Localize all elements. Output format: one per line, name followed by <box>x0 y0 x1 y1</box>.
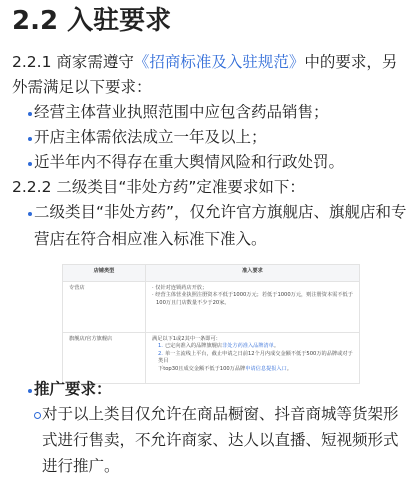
promo-text-line3: 进行推广。 <box>42 457 120 475</box>
table-header-requirements: 准入要求 <box>146 265 360 282</box>
table-cell-store-type: 专营店 <box>63 282 146 333</box>
list-item: 二级类目“非处方药”，仅允许官方旗舰店、旗舰店和专 <box>34 203 407 221</box>
bullet-dot-icon <box>28 212 32 216</box>
item-text: 单一主流线上平台，截止申请之日前12个月内成交金额不低于500万的品牌或对于类目 <box>158 350 353 365</box>
item-text-post: 。 <box>273 343 280 350</box>
standards-link[interactable]: 《招商标准及入驻规范》 <box>133 53 305 71</box>
section-2-2-1-text: 2.2.1 商家需遵守 <box>12 53 134 71</box>
table-header-store-type: 店铺类型 <box>63 265 146 282</box>
table-cell-requirements <box>146 282 360 333</box>
item-text: 下top30且成交金额不低于100万品牌 <box>158 365 246 372</box>
list-item: 经营主体营业执照范围中应包含药品销售； <box>34 103 329 121</box>
bullet-dot-icon <box>28 389 32 393</box>
table-row <box>63 282 360 333</box>
requirement-line: · 仅针对连锁药店开放； <box>152 285 208 291</box>
page-title: 2.2 入驻要求 <box>12 6 172 36</box>
table-header-row <box>63 265 360 282</box>
promo-text-line2: 式进行售卖，不允许商家、达人以直播、短视频形式 <box>42 431 399 449</box>
section-2-2-1-text-post: 中的要求，另 <box>304 53 398 71</box>
application-entry-link[interactable]: 申请信息提报入口 <box>245 365 287 372</box>
table-cell-requirements <box>146 333 360 384</box>
requirement-item <box>152 343 353 350</box>
table-row <box>63 333 360 384</box>
requirement-line: · 经营主体营业执照注册资本不低于1000万元；若低于1000万元，则注册资本需不低于 <box>152 292 353 299</box>
bullet-dot-icon <box>28 162 32 166</box>
section-2-2-1-line2: 外需满足以下要求： <box>12 78 152 96</box>
item-number: 1. <box>158 343 163 350</box>
list-item: 近半年内不得存在重大舆情风险和行政处罚。 <box>34 153 345 171</box>
section-2-2-1 <box>12 50 397 75</box>
requirement-item <box>152 351 353 366</box>
item-text: 已定向准入的品牌旗舰店 <box>164 343 223 350</box>
bullet-dot-icon <box>28 137 32 141</box>
section-2-2-2: 2.2.2 二级类目“非处方药”定准要求如下： <box>12 178 305 196</box>
promo-title: 推广要求： <box>34 380 112 398</box>
requirement-intro: 满足以下1或2其中一条即可： <box>152 336 221 342</box>
list-item-continuation: 营店在符合相应准入标准下准入。 <box>34 230 267 248</box>
sub-bullet-icon <box>34 412 41 419</box>
brand-list-link[interactable]: 非处方药准入品牌清单 <box>222 343 274 350</box>
requirements-table <box>62 264 360 384</box>
promo-text-line1: 对于以上类目仅允许在商品橱窗、抖音商城等货架形 <box>42 405 399 423</box>
item-text-post: 。 <box>286 365 292 372</box>
requirement-line: 100万且门店数量不少于20家。 <box>156 299 230 306</box>
table-cell-store-type: 旗舰店/官方旗舰店 <box>63 333 146 384</box>
requirement-item <box>152 366 353 373</box>
list-item: 开店主体需依法成立一年及以上； <box>34 128 267 146</box>
item-number: 2. <box>158 350 163 357</box>
bullet-dot-icon <box>28 112 32 116</box>
